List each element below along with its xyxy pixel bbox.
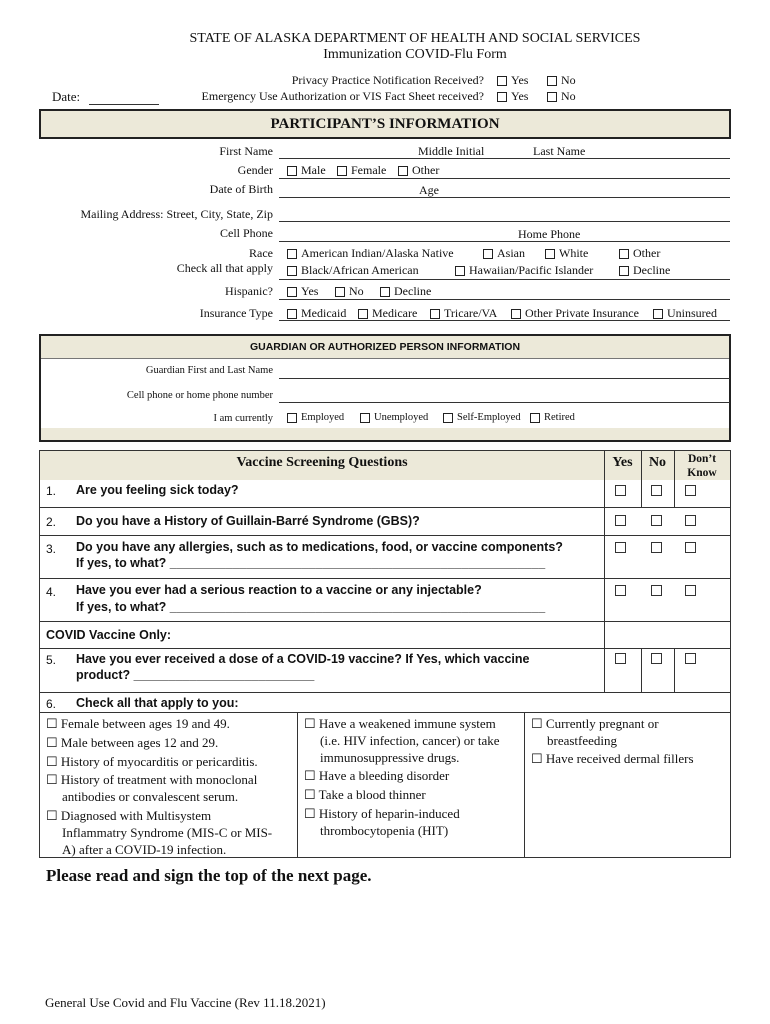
privacy-no[interactable]: No xyxy=(547,73,576,88)
guardian-currently-label: I am currently xyxy=(213,413,273,424)
q6-option[interactable]: ☐ Currently pregnant or xyxy=(531,716,659,731)
checkbox-icon xyxy=(511,309,521,319)
hispanic-no[interactable]: No xyxy=(335,284,364,299)
question-number: 2. xyxy=(46,515,57,529)
q3-no-checkbox[interactable] xyxy=(651,542,662,553)
participant-section-title: PARTICIPANT’S INFORMATION xyxy=(270,116,500,132)
checkbox-icon xyxy=(547,92,557,102)
checkbox-icon xyxy=(547,76,557,86)
col-dont-know: Don’t Know xyxy=(687,453,717,479)
question-1-text: Are you feeling sick today? xyxy=(76,483,239,497)
checkbox-icon xyxy=(358,309,368,319)
guardian-name-label: Guardian First and Last Name xyxy=(145,365,273,376)
q1-dk-checkbox[interactable] xyxy=(685,485,696,496)
checkbox-icon xyxy=(287,309,297,319)
age-label: Age xyxy=(419,183,439,197)
q2-no-checkbox[interactable] xyxy=(651,515,662,526)
employment-self-employed[interactable]: Self-Employed xyxy=(443,412,521,423)
guardian-section xyxy=(39,334,731,442)
checkbox-icon xyxy=(497,92,507,102)
gender-label: Gender xyxy=(237,163,273,177)
race-decline[interactable]: Decline xyxy=(619,263,670,278)
q6-option-cont: immunosuppressive drugs. xyxy=(320,750,460,765)
col-divider xyxy=(297,712,298,858)
q3-dk-checkbox[interactable] xyxy=(685,542,696,553)
insurance-medicare[interactable]: Medicare xyxy=(358,306,417,321)
q1-no-checkbox[interactable] xyxy=(651,485,662,496)
q6-option[interactable]: ☐ Have received dermal fillers xyxy=(531,751,694,766)
guardian-name-field[interactable] xyxy=(279,378,730,379)
eua-no[interactable]: No xyxy=(547,89,576,104)
q6-option[interactable]: ☐ History of heparin-induced xyxy=(304,806,460,821)
hispanic-label: Hispanic? xyxy=(225,284,273,298)
q2-dk-checkbox[interactable] xyxy=(685,515,696,526)
col-divider xyxy=(674,648,675,692)
checkbox-icon xyxy=(497,76,507,86)
gender-other[interactable]: Other xyxy=(398,163,439,178)
employment-employed[interactable]: Employed xyxy=(287,412,344,423)
guardian-phone-field[interactable] xyxy=(279,402,730,403)
q5-dk-checkbox[interactable] xyxy=(685,653,696,664)
middle-initial-label: Middle Initial xyxy=(418,144,485,158)
checkbox-icon xyxy=(619,249,629,259)
guardian-phone-label: Cell phone or home phone number xyxy=(126,390,273,401)
gender-female[interactable]: Female xyxy=(337,163,386,178)
participant-section-band xyxy=(39,109,731,139)
race-note: Check all that apply xyxy=(176,261,273,275)
q6-option[interactable]: ☐ History of treatment with monoclonal xyxy=(46,772,258,787)
dob-label: Date of Birth xyxy=(209,182,273,196)
insurance-label: Insurance Type xyxy=(199,306,273,320)
question-4-text: Have you ever had a serious reaction to a vaccine or any injectable? xyxy=(76,583,482,597)
hispanic-decline[interactable]: Decline xyxy=(380,284,431,299)
col-divider xyxy=(524,712,525,858)
question-number: 6. xyxy=(46,697,57,711)
date-label: Date: xyxy=(52,89,81,104)
q6-option[interactable]: ☐ Female between ages 19 and 49. xyxy=(46,716,230,731)
insurance-uninsured[interactable]: Uninsured xyxy=(653,306,717,321)
q6-option-cont: A) after a COVID-19 infection. xyxy=(62,842,227,857)
checkbox-icon xyxy=(380,287,390,297)
q6-option-cont: Inflammatry Syndrome (MIS-C or MIS- xyxy=(62,825,273,840)
question-number: 3. xyxy=(46,542,57,556)
race-black[interactable]: Black/African American xyxy=(287,263,419,278)
revision-note: General Use Covid and Flu Vaccine (Rev 11.18.2021) xyxy=(45,995,326,1010)
checkbox-icon xyxy=(398,166,408,176)
col-yes: Yes xyxy=(612,455,633,470)
first-name-label: First Name xyxy=(219,144,273,158)
row-divider xyxy=(39,507,731,508)
employment-unemployed[interactable]: Unemployed xyxy=(360,412,428,423)
org-title: STATE OF ALASKA DEPARTMENT OF HEALTH AND SOCIAL SERVICES xyxy=(189,31,641,46)
q6-option-cont: breastfeeding xyxy=(547,733,618,748)
q6-option[interactable]: ☐ Take a blood thinner xyxy=(304,787,426,802)
q6-option-cont: thrombocytopenia (HIT) xyxy=(320,823,449,838)
insurance-tricare[interactable]: Tricare/VA xyxy=(430,306,497,321)
race-other[interactable]: Other xyxy=(619,246,660,261)
row-divider xyxy=(39,578,731,579)
race-label: Race xyxy=(249,246,273,260)
name-field[interactable] xyxy=(279,158,730,159)
question-4-followup[interactable]: If yes, to what? ______________________________________________________ xyxy=(76,600,546,614)
gender-line xyxy=(279,178,730,179)
question-5-text: Have you ever received a dose of a COVID-19 vaccine? If Yes, which vaccine xyxy=(76,652,530,666)
dob-field[interactable] xyxy=(279,197,730,198)
checkbox-icon xyxy=(530,413,540,423)
row-divider xyxy=(39,648,731,649)
question-3-text: Do you have any allergies, such as to medications, food, or vaccine components? xyxy=(76,540,563,554)
checkbox-icon xyxy=(653,309,663,319)
checkbox-icon xyxy=(337,166,347,176)
guardian-footer-band xyxy=(41,428,729,440)
checkbox-icon xyxy=(287,266,297,276)
row-divider xyxy=(39,535,731,536)
question-number: 5. xyxy=(46,653,57,667)
checkbox-icon xyxy=(483,249,493,259)
q6-option-cont: (i.e. HIV infection, cancer) or take xyxy=(320,733,500,748)
checkbox-icon xyxy=(287,249,297,259)
checkbox-icon xyxy=(430,309,440,319)
guardian-header xyxy=(41,336,729,359)
sign-instruction: Please read and sign the top of the next page. xyxy=(46,866,372,885)
q6-option-cont: antibodies or convalescent serum. xyxy=(62,789,239,804)
checkbox-icon xyxy=(287,413,297,423)
checkbox-icon xyxy=(360,413,370,423)
checkbox-icon xyxy=(287,166,297,176)
q4-no-checkbox[interactable] xyxy=(651,585,662,596)
q5-no-checkbox[interactable] xyxy=(651,653,662,664)
date-field[interactable] xyxy=(89,104,159,105)
question-5-followup[interactable]: product? __________________________ xyxy=(76,668,315,682)
race-line xyxy=(279,279,730,280)
q6-option[interactable]: ☐ Have a bleeding disorder xyxy=(304,768,450,783)
home-phone-label: Home Phone xyxy=(518,227,581,241)
checkbox-icon xyxy=(619,266,629,276)
screening-title: Vaccine Screening Questions xyxy=(236,455,408,470)
eua-yes[interactable]: Yes xyxy=(497,89,528,104)
covid-only-heading: COVID Vaccine Only: xyxy=(46,628,172,642)
q1-yes-checkbox[interactable] xyxy=(615,485,626,496)
cell-phone-label: Cell Phone xyxy=(220,226,273,240)
race-nhpi[interactable]: Hawaiian/Pacific Islander xyxy=(455,263,593,278)
race-asian[interactable]: Asian xyxy=(483,246,525,261)
insurance-medicaid[interactable]: Medicaid xyxy=(287,306,346,321)
question-2-text: Do you have a History of Guillain-Barré Syndrome (GBS)? xyxy=(76,514,420,528)
privacy-question: Privacy Practice Notification Received? xyxy=(291,73,484,87)
insurance-private[interactable]: Other Private Insurance xyxy=(511,306,639,321)
guardian-section-title: GUARDIAN OR AUTHORIZED PERSON INFORMATION xyxy=(249,341,521,353)
q2-yes-checkbox[interactable] xyxy=(615,515,626,526)
col-divider xyxy=(641,648,642,692)
hispanic-line xyxy=(279,299,730,300)
col-no: No xyxy=(648,455,667,470)
race-aian[interactable]: American Indian/Alaska Native xyxy=(287,246,454,261)
q6-option[interactable]: ☐ History of myocarditis or pericarditis. xyxy=(46,754,258,769)
col-divider xyxy=(604,450,605,692)
row-divider xyxy=(39,621,731,622)
question-3-followup[interactable]: If yes, to what? ______________________________________________________ xyxy=(76,556,546,570)
last-name-label: Last Name xyxy=(533,144,586,158)
question-6-text: Check all that apply to you: xyxy=(76,696,239,710)
row-divider xyxy=(39,712,731,713)
mailing-label: Mailing Address: Street, City, State, Zip xyxy=(80,207,273,221)
form-title: Immunization COVID-Flu Form xyxy=(323,47,507,62)
checkbox-icon xyxy=(455,266,465,276)
q6-option[interactable]: ☐ Have a weakened immune system xyxy=(304,716,496,731)
checkbox-icon xyxy=(287,287,297,297)
question-number: 1. xyxy=(46,484,57,498)
checkbox-icon xyxy=(335,287,345,297)
q6-option[interactable]: ☐ Male between ages 12 and 29. xyxy=(46,735,219,750)
insurance-line xyxy=(279,320,730,321)
race-white[interactable]: White xyxy=(545,246,588,261)
row-divider xyxy=(39,692,731,693)
question-number: 4. xyxy=(46,585,57,599)
q6-option[interactable]: ☐ Diagnosed with Multisystem xyxy=(46,808,212,823)
privacy-yes[interactable]: Yes xyxy=(497,73,528,88)
q3-yes-checkbox[interactable] xyxy=(615,542,626,553)
checkbox-icon xyxy=(545,249,555,259)
checkbox-icon xyxy=(443,413,453,423)
gender-male[interactable]: Male xyxy=(287,163,326,178)
phone-field[interactable] xyxy=(279,241,730,242)
q4-yes-checkbox[interactable] xyxy=(615,585,626,596)
hispanic-yes[interactable]: Yes xyxy=(287,284,318,299)
mailing-field[interactable] xyxy=(279,221,730,222)
q5-yes-checkbox[interactable] xyxy=(615,653,626,664)
eua-question: Emergency Use Authorization or VIS Fact Sheet received? xyxy=(201,89,484,103)
q4-dk-checkbox[interactable] xyxy=(685,585,696,596)
employment-retired[interactable]: Retired xyxy=(530,412,575,423)
